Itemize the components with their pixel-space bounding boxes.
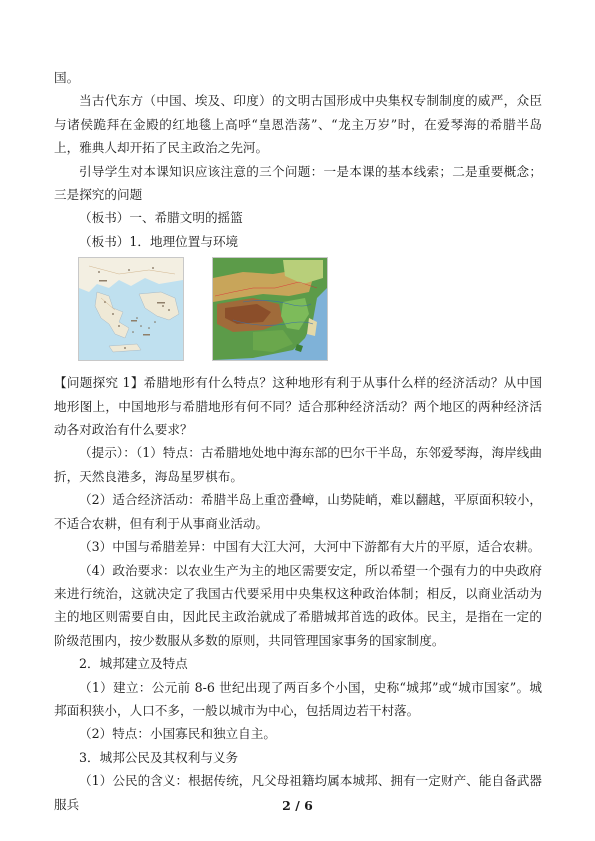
paragraph: （提示）：（1）特点：古希腊地处地中海东部的巴尔干半岛，东邻爱琴海，海岸线曲折，天然良港多，海岛星罗棋布。 (54, 445, 542, 484)
paragraph: （4）政治要求：以农业生产为主的地区需要安定，所以希望一个强有力的中央政府来进行统治，这就决定了我国古代要采用中央集权这种政治体制；相反，以商业活动为主的地区则需要自由，因此民主政治就成了希腊城邦首选的政体。民主，是指在一定的阶级范围内，按少数服从多数的原则，共同管理国家事务的国家制度。 (54, 562, 542, 648)
paragraph: （3）中国与希腊差异：中国有大江大河，大河中下游都有大片的平原，适合农耕。 (79, 539, 541, 555)
paragraph: （2）特点：小国寡民和独立自主。 (79, 726, 276, 742)
paragraph: （2）适合经济活动：希腊半岛上重峦叠嶂，山势陡峭，难以翻越，平原面积较小，不适合农耕，但有利于从事商业活动。 (54, 492, 542, 531)
blackboard-subheading: （板书）1．地理位置与环境 (79, 233, 239, 249)
paragraph: 国。 (54, 70, 80, 85)
map-figures (78, 257, 542, 361)
paragraph: （1）建立：公元前 8-6 世纪出现了两百多个小国，史称“城邦”或“城市国家”。城邦面积狭小，人口不多，一般以城市为中心，包括周边若干村落。 (54, 679, 542, 718)
paragraph: 当古代东方（中国、埃及、印度）的文明古国形成中央集权专制制度的威严，众臣与诸侯跪拜在金殿的红地毯上高呼“皇恩浩荡”、“龙主万岁”时，在爱琴海的希腊半岛上，雅典人却开拓了民主政治之先河。 (54, 93, 542, 156)
paragraph: （1）公民的含义：根据传统，凡父母祖籍均属本城邦、拥有一定财产、能自备武器服兵 (54, 773, 542, 812)
greece-map-image (78, 257, 184, 361)
document-body (54, 66, 542, 816)
china-map-image (212, 257, 328, 361)
section-heading: 3．城邦公民及其权利与义务 (79, 749, 239, 765)
section-heading: 2．城邦建立及特点 (79, 656, 188, 672)
paragraph-group-2 (54, 371, 542, 816)
page-number: 2 / 6 (282, 798, 313, 813)
inquiry-question: 【问题探究 1】希腊地形有什么特点？这种地形有利于从事什么样的经济活动？从中国地形图上，中国地形与希腊地形有何不同？适合那种经济活动？两个地区的两种经济活动各对政治有什么要求？ (54, 375, 542, 438)
blackboard-heading: （板书）一、希腊文明的摇篮 (79, 210, 243, 226)
paragraph-group-1 (54, 66, 542, 253)
paragraph: 引导学生对本课知识应该注意的三个问题：一是本课的基本线索；二是重要概念；三是探究的问题 (54, 163, 542, 203)
